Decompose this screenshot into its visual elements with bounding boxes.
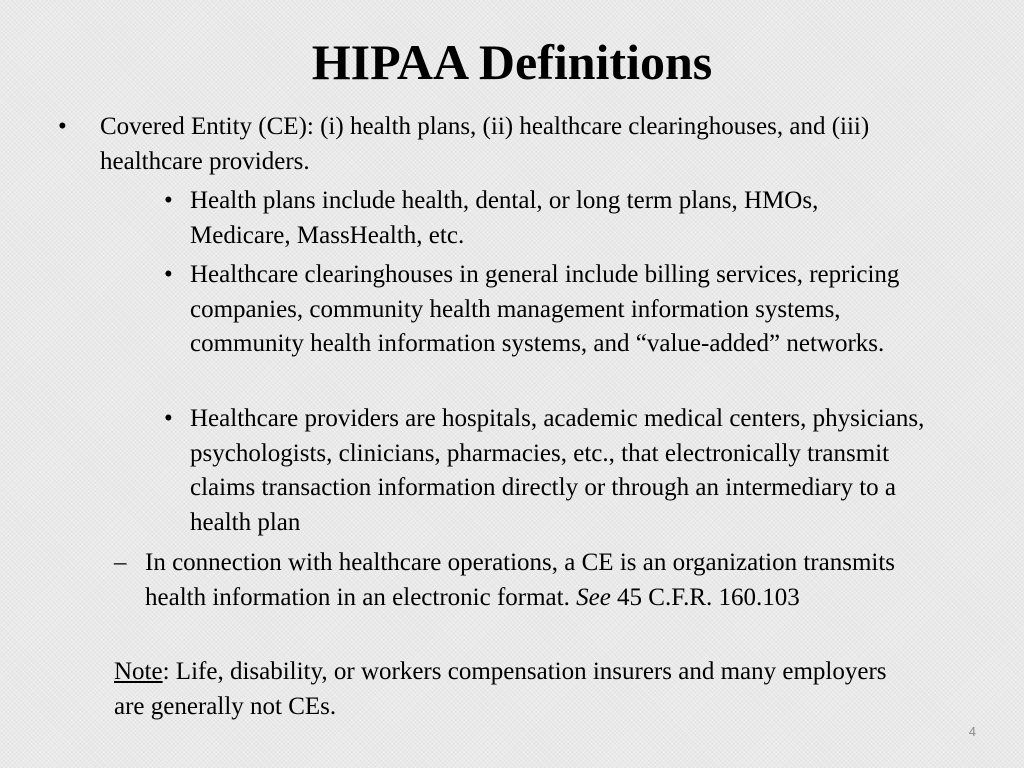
operations-citation-text: 45 C.F.R. 160.103 bbox=[610, 583, 800, 611]
operations-paragraph bbox=[145, 546, 920, 615]
clearinghouses-text: Healthcare clearinghouses in general include billing services, repricing companies, community health management information systems, community health information systems, and “value-added” networks. bbox=[190, 261, 900, 357]
operations-main-text: In connection with healthcare operations, a CE is an organization transmits health information in an electronic format. bbox=[145, 549, 896, 611]
bullet-marker: • bbox=[58, 113, 67, 140]
sub-bullet-marker: • bbox=[164, 261, 173, 288]
providers-text: Healthcare providers are hospitals, academic medical centers, physicians, psychologists, clinicians, pharmacies, etc., that electronically transmit claims transaction information directly or through an intermediary to a health plan bbox=[190, 405, 925, 536]
note-text: : Life, disability, or workers compensation insurers and many employers are generally not CEs. bbox=[114, 658, 887, 720]
page-number: 4 bbox=[968, 724, 976, 739]
sub-bullet-marker: • bbox=[164, 187, 173, 214]
slide-title: HIPAA Definitions bbox=[311, 34, 713, 90]
sub-bullet-marker: • bbox=[164, 405, 173, 432]
health-plans-text: Health plans include health, dental, or long term plans, HMOs, Medicare, MassHealth, etc. bbox=[190, 187, 819, 249]
note-paragraph bbox=[114, 655, 904, 724]
note-label: Note bbox=[114, 658, 163, 685]
dash-marker: – bbox=[114, 549, 127, 576]
covered-entity-text: Covered Entity (CE): (i) health plans, (ii) healthcare clearinghouses, and (iii) healthcare providers. bbox=[100, 113, 870, 175]
operations-see-text: See bbox=[576, 583, 611, 611]
